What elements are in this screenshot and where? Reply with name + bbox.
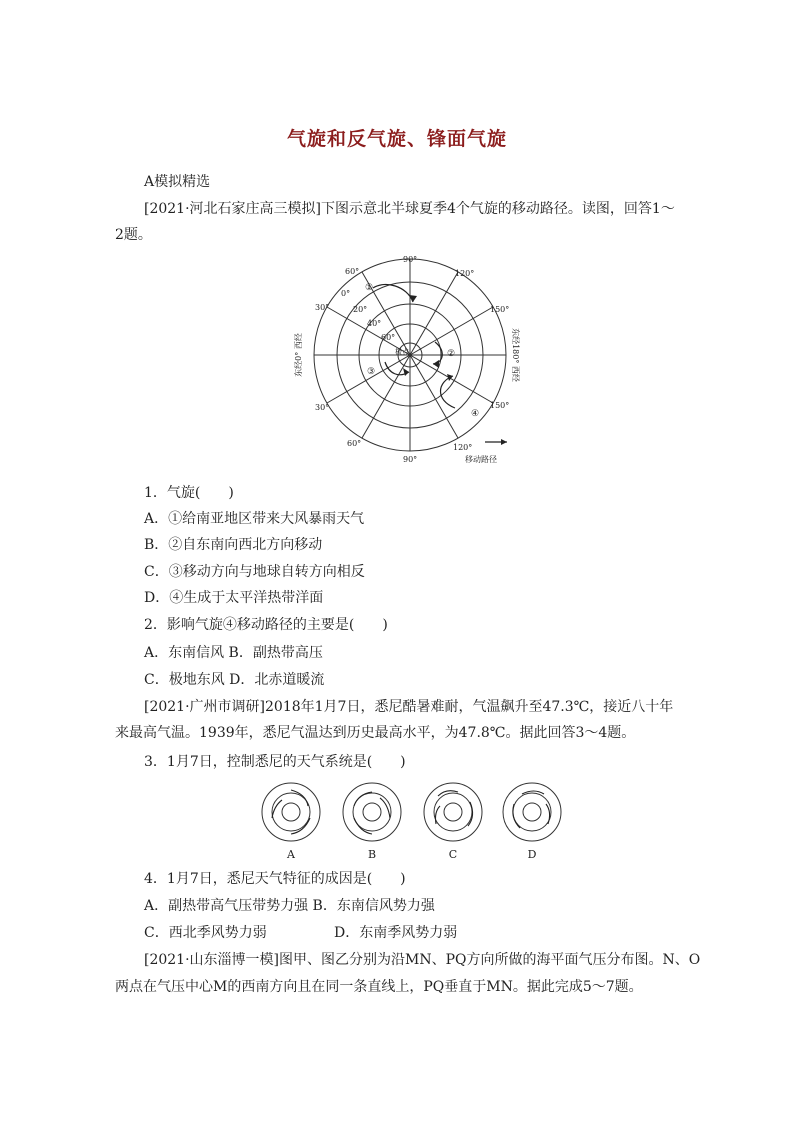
q12-intro-line2: 2题。 <box>115 227 152 243</box>
polar-cyclone-map <box>285 250 525 468</box>
west-meridian-label: 东经0° 西经 <box>294 333 303 377</box>
lat-label-20: 20° <box>353 305 368 314</box>
system-label-a: A <box>287 848 295 861</box>
lon-label-60-bottom: 60° <box>347 439 362 448</box>
q1-option-a: A．①给南亚地区带来大风暴雨天气 <box>144 511 365 527</box>
path-marker-3: ③ <box>367 367 376 377</box>
system-label-b: B <box>367 848 377 861</box>
system-d-wind-1 <box>522 791 544 794</box>
path-marker-4: ④ <box>471 409 480 419</box>
section-heading: A模拟精选 <box>144 174 211 190</box>
path-marker-1: ① <box>365 283 374 293</box>
system-a-wind-3 <box>272 800 282 818</box>
q2-stem: 2．影响气旋④移动路径的主要是( ) <box>144 617 388 633</box>
q1-stem: 1．气旋( ) <box>144 485 234 501</box>
system-b-wind-3 <box>380 798 390 818</box>
lon-label-120-top: 120° <box>455 269 475 278</box>
q3-stem: 3．1月7日，控制悉尼的天气系统是( ) <box>144 754 406 770</box>
lon-label-60-top: 60° <box>345 267 360 276</box>
east-meridian-label: 东经180° 西经 <box>511 328 520 382</box>
q4-options-ab: A．副热带高气压带势力强 B．东南信风势力强 <box>144 898 435 914</box>
q34-intro-line2: 来最高气温。1939年，悉尼气温达到历史最高水平，为47.8℃。据此回答3～4题。 <box>115 725 636 741</box>
q57-intro-line2: 两点在气压中心M的西南方向且在同一条直线上，PQ垂直于MN。据此完成5～7题。 <box>115 979 643 995</box>
pole-label: 极点 <box>395 348 409 356</box>
page-title: 气旋和反气旋、锋面气旋 <box>286 128 507 150</box>
q12-intro-line1: [2021·河北石家庄高三模拟]下图示意北半球夏季4个气旋的移动路径。读图，回答1～ <box>144 201 675 217</box>
lon-label-120-bottom: 120° <box>453 443 473 452</box>
lon-label-30-bottom: 30° <box>315 403 330 412</box>
legend-arrowhead <box>501 439 507 445</box>
q2-options-ab: A．东南信风 B．副热带高压 <box>144 645 323 661</box>
q2-options-cd: C．极地东风 D．北赤道暖流 <box>144 672 325 688</box>
lat-label-60: 60° <box>381 333 396 342</box>
q4-option-d: D．东南季风势力弱 <box>334 925 458 941</box>
lon-label-30-left: 30° <box>315 303 330 312</box>
system-c-wind-3 <box>436 806 441 824</box>
lon-label-150-top: 150° <box>490 305 510 314</box>
path-4 <box>441 376 456 408</box>
q1-option-c: C．③移动方向与地球自转方向相反 <box>144 564 365 580</box>
lat-label-40: 40° <box>367 319 382 328</box>
lon-label-150-bottom: 150° <box>490 401 510 410</box>
path-marker-2: ② <box>447 349 456 359</box>
lon-label-90-bottom: 90° <box>403 455 418 464</box>
lat-label-0: 0° <box>341 289 351 298</box>
system-label-d: D <box>527 848 537 861</box>
pressure-systems-figure <box>258 780 568 862</box>
path-1 <box>373 284 413 302</box>
q1-option-d: D．④生成于太平洋热带洋面 <box>144 590 324 606</box>
arrowhead-4 <box>447 374 453 381</box>
q4-option-c: C．西北季风势力弱 <box>144 925 267 941</box>
q34-intro-line1: [2021·广州市调研]2018年1月7日，悉尼酷暑难耐，气温飙升至47.3℃，接近八十年 <box>144 699 674 715</box>
system-label-c: C <box>448 848 458 861</box>
q4-stem: 4．1月7日，悉尼天气特征的成因是( ) <box>144 871 406 887</box>
legend-label: 移动路径 <box>465 455 497 464</box>
q1-option-b: B．②自东南向西北方向移动 <box>144 537 323 553</box>
q57-intro-line1: [2021·山东淄博一模]图甲、图乙分别为沿MN、PQ方向所做的海平面气压分布图。N、O <box>144 952 701 968</box>
system-d-wind-3 <box>546 804 550 824</box>
lon-label-90-top: 90° <box>403 255 418 264</box>
arrowhead-2 <box>433 360 439 368</box>
